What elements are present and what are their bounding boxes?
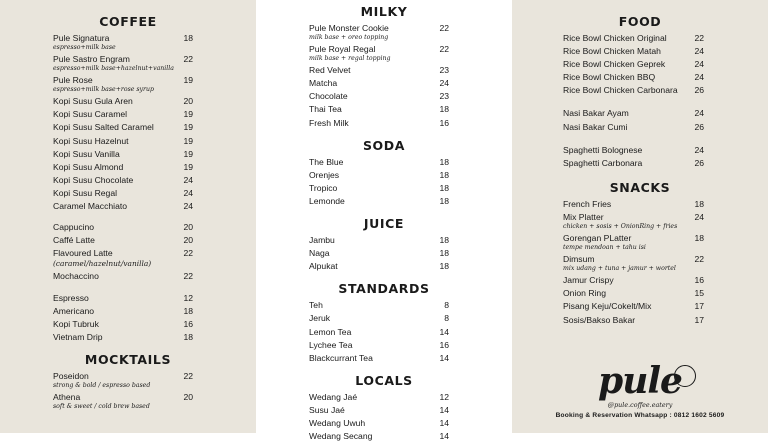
menu-item-price: 24	[694, 211, 704, 222]
coffee-list-milk	[53, 221, 256, 283]
menu-item	[563, 287, 704, 300]
mocktails-title: MOCKTAILS	[84, 351, 172, 367]
coffee-title: COFFEE	[99, 14, 157, 29]
menu-item-price: 24	[694, 59, 704, 70]
menu-item	[563, 121, 704, 134]
menu-item	[53, 305, 193, 318]
menu-item-name: Matcha	[309, 78, 338, 89]
menu-item-name: Pule Rose	[53, 75, 93, 86]
menu-item-name: Wedang Jaé	[309, 391, 358, 402]
menu-item-price: 18	[439, 235, 449, 246]
soda-title: SODA	[362, 137, 406, 153]
menu-item	[309, 312, 449, 325]
menu-item-price: 18	[439, 261, 449, 272]
menu-item-price: 26	[694, 121, 704, 132]
menu-item-name: Rice Bowl Chicken BBQ	[563, 72, 656, 83]
menu-panel-middle	[256, 0, 512, 442]
menu-item-price: 16	[439, 339, 449, 350]
menu-item-description: espresso+milk base	[53, 44, 116, 52]
menu-item-description: milk base + regal topping	[309, 55, 391, 63]
menu-item-price: 23	[439, 91, 449, 102]
menu-item-price: 24	[694, 108, 704, 119]
menu-item-price: 19	[183, 75, 193, 86]
menu-item-price: 19	[183, 148, 193, 159]
standards-title: STANDARDS	[338, 281, 430, 297]
menu-item	[53, 292, 193, 305]
menu-item-price: 19	[183, 122, 193, 133]
menu-item	[53, 187, 193, 200]
menu-item-price: 19	[183, 109, 193, 120]
menu-item-name: Fresh Milk	[309, 117, 349, 128]
menu-item-name: Rice Bowl Chicken Carbonara	[563, 85, 678, 96]
menu-item-price: 18	[183, 331, 193, 342]
menu-item	[309, 247, 449, 260]
menu-item	[309, 64, 449, 77]
menu-item-price: 16	[439, 117, 449, 128]
menu-item-price: 18	[183, 305, 193, 316]
menu-item	[309, 260, 449, 273]
menu-item-name: Rice Bowl Chicken Geprek	[563, 59, 666, 70]
menu-item	[309, 430, 449, 443]
menu-item-price: 18	[439, 195, 449, 206]
menu-item-price: 15	[694, 288, 704, 299]
menu-item-price: 20	[183, 222, 193, 233]
pule-logo	[598, 360, 682, 402]
menu-item-price: 17	[694, 314, 704, 325]
menu-item-price: 22	[439, 44, 449, 55]
brand-block	[512, 360, 768, 419]
menu-item-name: Caramel Macchiato	[53, 201, 128, 212]
menu-item-name: Pisang Keju/Cokelt/Mix	[563, 301, 652, 312]
menu-item	[563, 32, 704, 45]
menu-item-name: Teh	[309, 300, 323, 311]
menu-item-name: Rice Bowl Chicken Original	[563, 33, 667, 43]
milky-title: MILKY	[360, 4, 408, 19]
menu-item-name: Rice Bowl Chicken Matah	[563, 46, 661, 57]
food-list-ricebowl	[563, 32, 768, 97]
menu-item-name: Kopi Susu Chocolate	[53, 174, 134, 185]
menu-item-price: 22	[439, 23, 449, 33]
mocktails-list	[53, 370, 256, 411]
milky-list	[309, 22, 512, 130]
menu-item-name: Thai Tea	[309, 104, 342, 115]
menu-item-name: Nasi Bakar Cumi	[563, 121, 628, 132]
menu-item-price: 24	[183, 174, 193, 185]
menu-item-name: Flavoured Latte	[53, 248, 113, 259]
menu-item-name: Athena	[53, 391, 81, 402]
menu-item-name: The Blue	[309, 156, 344, 167]
menu-item-price: 24	[694, 72, 704, 83]
menu-item-name: Caffé Latte	[53, 235, 95, 246]
menu-item-price: 20	[183, 391, 193, 402]
food-list-nasibakar	[563, 107, 768, 133]
menu-item-name: Wedang Secang	[309, 431, 373, 442]
menu-item-price: 24	[694, 46, 704, 57]
menu-item-name: Pule Signatura	[53, 33, 110, 43]
menu-item	[309, 156, 449, 169]
menu-item	[563, 45, 704, 58]
menu-item	[53, 270, 193, 283]
menu-item	[563, 300, 704, 313]
menu-item-price: 12	[439, 391, 449, 402]
menu-item-price: 24	[183, 201, 193, 212]
menu-item-name: Pule Monster Cookie	[309, 23, 389, 33]
menu-item	[53, 161, 193, 174]
standards-list	[309, 299, 512, 364]
menu-item	[53, 174, 193, 187]
menu-item	[53, 200, 193, 213]
menu-panel-left	[0, 0, 256, 433]
menu-item	[309, 90, 449, 103]
menu-item-name: Jamur Crispy	[563, 275, 614, 286]
menu-item-price: 18	[439, 104, 449, 115]
menu-item-name: Dimsum	[563, 254, 595, 265]
menu-item-price: 18	[183, 33, 193, 43]
menu-item-name: Jeruk	[309, 313, 331, 324]
menu-item-description: strong & bold / espresso based	[53, 381, 151, 389]
menu-item-price: 18	[439, 182, 449, 193]
menu-item-price: 20	[183, 96, 193, 107]
snacks-title: SNACKS	[609, 179, 671, 195]
menu-item-price: 17	[694, 301, 704, 312]
menu-item	[563, 198, 704, 211]
booking-contact: Booking & Reservation Whatsapp : 0812 1602 5609	[555, 412, 725, 419]
menu-item-price: 14	[439, 417, 449, 428]
menu-item-price: 22	[694, 33, 704, 43]
menu-item-price: 12	[183, 292, 193, 303]
menu-item-name: Jambu	[309, 235, 335, 246]
menu-item	[53, 331, 193, 344]
menu-item-name: Kopi Susu Salted Caramel	[53, 122, 154, 133]
menu-item	[563, 71, 704, 84]
menu-item	[563, 84, 704, 97]
menu-item	[309, 326, 449, 339]
juice-title: JUICE	[363, 216, 405, 232]
logo-wordmark: pule	[598, 360, 682, 402]
menu-item-price: 14	[439, 352, 449, 363]
menu-item	[563, 107, 704, 120]
menu-item	[53, 234, 193, 247]
menu-item-name: Kopi Susu Almond	[53, 161, 124, 172]
menu-item-price: 16	[183, 318, 193, 329]
menu-item-price: 26	[694, 157, 704, 168]
menu-item-price: 18	[694, 233, 704, 244]
menu-item-name: Kopi Susu Vanilla	[53, 148, 120, 159]
menu-item	[309, 182, 449, 195]
menu-item-description: chicken + sosis + OnionRing + fries	[563, 223, 678, 231]
coffee-list	[53, 32, 256, 213]
menu-item-price: 22	[694, 254, 704, 265]
menu-item-name: Lemonde	[309, 195, 345, 206]
menu-item-description: (caramel/hazelnut/vanilla)	[53, 259, 152, 269]
instagram-handle: @pule.coffee.eatery	[607, 401, 673, 409]
menu-item	[309, 195, 449, 208]
menu-item-description: mix udang + tuna + jamur + wortel	[563, 265, 676, 273]
menu-item-name: Espresso	[53, 292, 89, 303]
menu-item-name: Lychee Tea	[309, 339, 353, 350]
food-title: FOOD	[618, 14, 662, 29]
menu-item-name: Poseidon	[53, 370, 89, 381]
coffee-list-black	[53, 292, 256, 344]
menu-item-description: tempe mendoan + tahu isi	[563, 244, 646, 252]
menu-item-price: 14	[439, 404, 449, 415]
menu-item	[53, 148, 193, 161]
menu-item-name: Chocolate	[309, 91, 348, 102]
menu-item-name: Vietnam Drip	[53, 331, 103, 342]
menu-item	[309, 299, 449, 312]
menu-item	[309, 103, 449, 116]
menu-item-name: Americano	[53, 305, 95, 316]
menu-item	[309, 339, 449, 352]
menu-item-name: Susu Jaé	[309, 404, 345, 415]
menu-item-price: 18	[694, 198, 704, 209]
menu-item	[309, 234, 449, 247]
menu-item-name: Kopi Susu Caramel	[53, 109, 128, 120]
menu-item-price: 18	[439, 248, 449, 259]
menu-item	[53, 121, 193, 134]
menu-item-name: Mix Platter	[563, 211, 604, 222]
menu-item	[309, 391, 449, 404]
menu-item-price: 20	[183, 235, 193, 246]
menu-item-name: Wedang Uwuh	[309, 417, 366, 428]
menu-item	[309, 169, 449, 182]
menu-item-price: 14	[439, 326, 449, 337]
menu-item-price: 22	[183, 54, 193, 65]
menu-item	[53, 318, 193, 331]
locals-list	[309, 391, 512, 443]
menu-item-name: Spaghetti Carbonara	[563, 157, 643, 168]
menu-item	[563, 58, 704, 71]
menu-item-price: 14	[439, 431, 449, 442]
menu-item	[563, 314, 704, 327]
menu-item-price: 24	[694, 144, 704, 155]
menu-item	[309, 77, 449, 90]
food-list-spaghetti	[563, 144, 768, 170]
menu-item-price: 8	[444, 313, 449, 324]
menu-item-name: Lemon Tea	[309, 326, 352, 337]
menu-item-name: Orenjes	[309, 169, 340, 180]
menu-item-description: milk base + oreo topping	[309, 34, 389, 42]
menu-item-name: Pule Sastro Engram	[53, 54, 130, 65]
menu-item-name: Red Velvet	[309, 65, 351, 76]
menu-item-name: Blackcurrant Tea	[309, 352, 373, 363]
menu-item	[309, 417, 449, 430]
menu-item-price: 23	[439, 65, 449, 76]
menu-item	[53, 135, 193, 148]
soda-list	[309, 156, 512, 208]
menu-item-price: 19	[183, 161, 193, 172]
menu-item-name: Sosis/Bakso Bakar	[563, 314, 636, 325]
menu-item-price: 26	[694, 85, 704, 96]
menu-item-price: 18	[439, 169, 449, 180]
menu-item-name: Kopi Susu Gula Aren	[53, 96, 133, 107]
menu-item-name: Gorengan PLatter	[563, 233, 632, 244]
menu-item-name: Alpukat	[309, 261, 338, 272]
logo-ring-icon	[674, 365, 696, 387]
menu-item-name: Spaghetti Bolognese	[563, 144, 643, 155]
menu-item	[563, 144, 704, 157]
menu-item-price: 22	[183, 370, 193, 381]
menu-panel-right	[512, 0, 768, 433]
menu-item-price: 8	[444, 300, 449, 311]
menu-item-description: soft & sweet / cold brew based	[53, 403, 150, 411]
menu-item	[53, 95, 193, 108]
menu-item	[563, 274, 704, 287]
menu-item	[309, 117, 449, 130]
menu-item-description: espresso+milk base+rose syrup	[53, 86, 154, 94]
menu-item	[563, 157, 704, 170]
menu-item-name: Tropico	[309, 182, 338, 193]
menu-item-price: 19	[183, 135, 193, 146]
menu-item-name: Kopi Susu Hazelnut	[53, 135, 129, 146]
menu-item-name: Mochaccino	[53, 271, 99, 282]
snacks-list	[563, 198, 768, 327]
menu-item	[53, 108, 193, 121]
locals-title: LOCALS	[355, 372, 413, 388]
menu-item-name: Onion Ring	[563, 288, 606, 299]
menu-item-description: espresso+milk base+hazelnut+vanilla	[53, 65, 174, 73]
menu-item-price: 18	[439, 156, 449, 167]
menu-item-name: Nasi Bakar Ayam	[563, 108, 629, 119]
menu-item-name: Naga	[309, 248, 330, 259]
menu-item-name: French Fries	[563, 198, 612, 209]
menu-item-name: Cappucino	[53, 222, 95, 233]
menu-item-name: Pule Royal Regal	[309, 44, 376, 55]
menu-item	[53, 221, 193, 234]
menu-item-name: Kopi Susu Regal	[53, 187, 118, 198]
menu-item	[309, 352, 449, 365]
menu-item-price: 24	[439, 78, 449, 89]
menu-item-price: 22	[183, 248, 193, 259]
menu-item-name: Kopi Tubruk	[53, 318, 99, 329]
menu-item-price: 16	[694, 275, 704, 286]
menu-item-price: 22	[183, 271, 193, 282]
menu-item-price: 24	[183, 187, 193, 198]
menu-item	[309, 404, 449, 417]
juice-list	[309, 234, 512, 273]
